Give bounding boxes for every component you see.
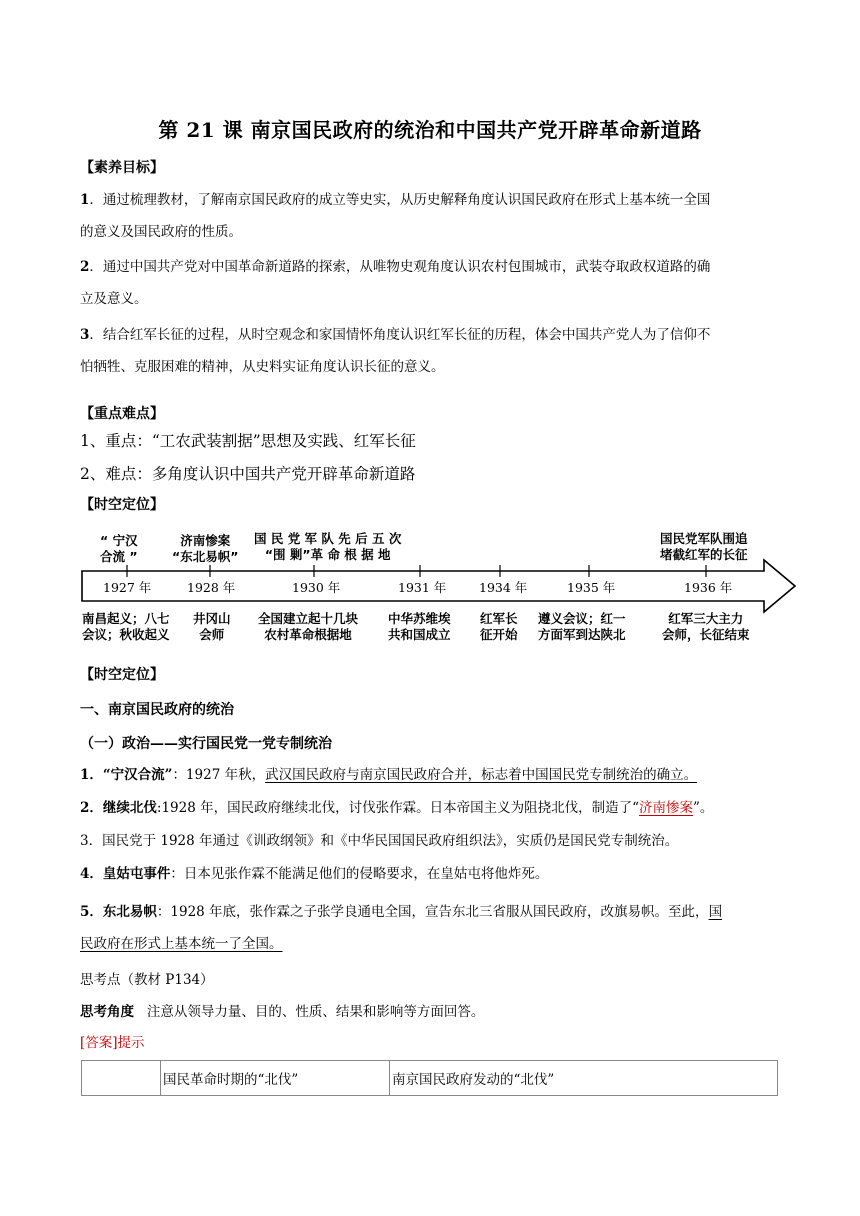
timeline-bottom-event-4-line2: 共和国成立 xyxy=(388,627,451,642)
item-2 xyxy=(80,792,780,824)
timeline-bottom-event-7-line1: 红军三大主力 xyxy=(668,611,744,626)
timeline-top-event-2 xyxy=(172,533,238,565)
item-1 xyxy=(80,759,780,791)
timeline-bottom-event-6 xyxy=(538,611,626,643)
timeline-bottom-event-1 xyxy=(82,611,170,643)
item-1-underlined: 武汉国民政府与南京国民政府合并，标志着中国国民党专制统治的确立。 xyxy=(265,767,698,783)
timeline-bottom-event-6-line2: 方面军到达陕北 xyxy=(538,627,626,642)
part1-heading: 一、南京国民政府的统治 xyxy=(80,702,234,718)
item-4-text: ：日本见张作霖不能满足他们的侵略要求，在皇姑屯将他炸死。 xyxy=(170,866,549,882)
timeline-year-1928: 1928 年 xyxy=(187,580,236,595)
timeline-bottom-event-3-line1: 全国建立起十几块 xyxy=(258,611,359,626)
timeline-top-event-3-line1: 国 民 党 军 队 先 后 五 次 xyxy=(254,531,402,546)
think-point: 思考点（教材 P134） xyxy=(80,972,214,988)
table-row xyxy=(82,1061,778,1096)
timeline-bottom-event-4 xyxy=(388,611,451,643)
timeline-year-1934: 1934 年 xyxy=(479,580,528,595)
goal-3-num: 3 xyxy=(80,327,90,343)
goal-2-line1: ．通过中国共产党对中国革命新道路的探索，从唯物史观角度认识农村包围城市，武装夺取政权道路的确 xyxy=(89,259,711,275)
goal-1-num: 1 xyxy=(80,192,90,208)
timeline-year-1927: 1927 年 xyxy=(103,580,152,595)
timeline-bottom-event-5-line1: 红军长 xyxy=(480,611,518,626)
timeline-year-1931: 1931 年 xyxy=(398,580,447,595)
item-5-label: 5．东北易帜 xyxy=(80,904,157,920)
answer-hint-text: 提示 xyxy=(117,1035,145,1051)
item-4 xyxy=(80,858,780,890)
table-header-nanjing-government: 南京国民政府发动的“北伐” xyxy=(390,1061,778,1096)
timeline-top-event-1-line1: “ 宁汉 xyxy=(100,533,138,548)
page-title: 第 21 课 南京国民政府的统治和中国共产党开辟革命新道路 xyxy=(158,118,702,142)
timeline-bottom-event-6-line1: 遵义会议；红一 xyxy=(538,611,626,626)
timeline-year-1935: 1935 年 xyxy=(567,580,616,595)
item-5-underlined-end: 民政府在形式上基本统一了全国。 xyxy=(80,936,283,952)
timeline-top-event-2-line1: 济南惨案 xyxy=(180,533,231,548)
timeline-year-1936: 1936 年 xyxy=(684,580,733,595)
timeline-bottom-event-1-line1: 南昌起义；八七 xyxy=(82,611,170,626)
think-angle-text: 注意从领导力量、目的、性质、结果和影响等方面回答。 xyxy=(146,1004,485,1020)
timeline-top-event-1-line2: 合流 ” xyxy=(100,549,138,564)
think-angle xyxy=(80,996,780,1028)
jinan-massacre-link: 济南惨案 xyxy=(639,800,694,816)
timeline-bottom-event-3 xyxy=(258,611,358,643)
answer-hint xyxy=(80,1032,780,1054)
timeline-top-event-4 xyxy=(660,531,748,563)
timeline-bottom-event-5-line2: 征开始 xyxy=(480,627,518,642)
timeline-top-event-1 xyxy=(100,533,138,565)
timeline-bottom-event-1-line2: 会议；秋收起义 xyxy=(82,627,170,642)
timeline-bottom-event-7 xyxy=(662,611,750,643)
item-5-text: ：1928 年底，张作霖之子张学良通电全国，宣告东北三省服从国民政府，改旗易帜。至此， xyxy=(156,904,709,920)
timeline-top-event-4-line1: 国民党军队围追 xyxy=(660,531,748,546)
timeline-bottom-event-7-line2: 会师，长征结束 xyxy=(662,627,750,642)
timeline-bottom-event-3-line2: 农村革命根据地 xyxy=(264,627,352,642)
item-1-text: ：1927 年秋， xyxy=(172,767,266,783)
timeline-top-event-4-line2: 堵截红军的长征 xyxy=(660,547,748,562)
timeline-bottom-event-2 xyxy=(193,611,231,643)
item-5 xyxy=(80,896,780,960)
goal-1-line1: ．通过梳理教材，了解南京国民政府的成立等史实，从历史解释角度认识国民政府在形式上基本统一全国 xyxy=(89,192,711,208)
comparison-table xyxy=(81,1060,778,1096)
think-angle-label: 思考角度 xyxy=(80,1004,134,1020)
goal-3-line1: ．结合红军长征的过程，从时空观念和家国情怀角度认识红军长征的历程，体会中国共产党人为了信仰不 xyxy=(89,327,711,343)
item-5-underlined-start: 国 xyxy=(708,904,723,920)
item-3: 3．国民党于 1928 年通过《训政纲领》和《中华民国国民政府组织法》，实质仍是国民党专制统治。 xyxy=(80,833,679,849)
key-heading: 【重点难点】 xyxy=(80,406,164,422)
timeline-bottom-event-2-line1: 井冈山 xyxy=(193,611,231,626)
item-2-end: ”。 xyxy=(693,800,714,816)
goal-3-line2: 怕牺牲、克服困难的精神，从史料实证角度认识长征的意义。 xyxy=(80,359,445,375)
timeline-heading: 【时空定位】 xyxy=(80,497,164,513)
timeline-heading-2: 【时空定位】 xyxy=(80,667,164,683)
answer-bracket: [答案] xyxy=(80,1035,118,1051)
timeline-top-event-3 xyxy=(254,531,401,563)
key-point-1: 1、重点：“工农武装割据”思想及实践、红军长征 xyxy=(80,432,416,450)
timeline-top-event-2-line2: “东北易帜” xyxy=(172,549,239,564)
goal-1-line2: 的意义及国民政府的性质。 xyxy=(80,224,242,240)
goal-2-line2: 立及意义。 xyxy=(80,291,148,307)
timeline-year-1930: 1930 年 xyxy=(292,580,341,595)
item-1-label: 1．“宁汉合流” xyxy=(80,767,173,783)
item-2-text: :1928 年，国民政府继续北伐，讨伐张作霖。日本帝国主义为阻挠北伐，制造了“ xyxy=(156,800,640,816)
item-4-label: 4．皇姑屯事件 xyxy=(80,866,171,882)
timeline-bottom-event-5 xyxy=(480,611,518,643)
item-2-label: 2．继续北伐 xyxy=(80,800,157,816)
timeline-bottom-event-2-line2: 会师 xyxy=(199,627,225,642)
timeline-bottom-event-4-line1: 中华苏维埃 xyxy=(388,611,451,626)
table-header-national-revolution: 国民革命时期的“北伐” xyxy=(161,1061,390,1096)
goals-heading: 【素养目标】 xyxy=(80,160,164,176)
key-point-2: 2、难点：多角度认识中国共产党开辟革命新道路 xyxy=(80,465,416,483)
timeline-top-event-3-line2: “围 剿”革 命 根 据 地 xyxy=(264,547,391,562)
table-header-empty xyxy=(82,1061,161,1096)
goal-2-num: 2 xyxy=(80,259,90,275)
part1-subheading: （一）政治——实行国民党一党专制统治 xyxy=(80,736,332,752)
